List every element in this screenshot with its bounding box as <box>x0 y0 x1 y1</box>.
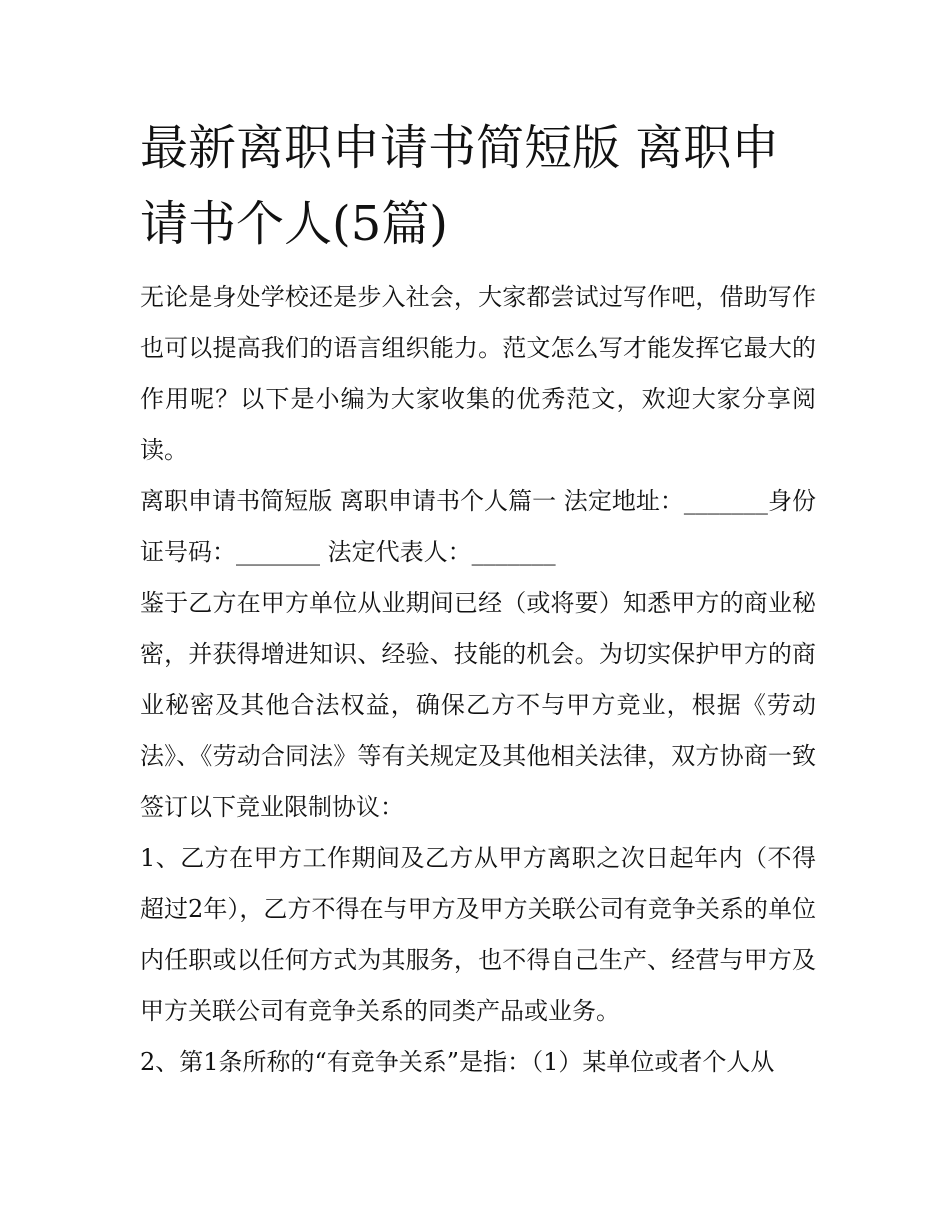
paragraph-clause-1: 1、乙方在甲方工作期间及乙方从甲方离职之次日起年内（不得超过2年），乙方不得在与甲方及甲方关联公司有竞争关系的单位内任职或以任何方式为其服务，也不得自己生产、经营与甲方及甲方关联公司有竞争关系的同类产品或业务。 <box>140 844 816 1025</box>
paragraph-intro: 无论是身处学校还是步入社会，大家都尝试过写作吧，借助写作也可以提高我们的语言组织能力。范文怎么写才能发挥它最大的作用呢？以下是小编为大家收集的优秀范文，欢迎大家分享阅读。 <box>140 283 816 464</box>
document-body <box>140 110 816 1088</box>
paragraph-clause-2: 2、第1条所称的“有竞争关系”是指：（1）某单位或者个人从 <box>140 1048 775 1076</box>
paragraph-header-fields: 离职申请书简短版 离职申请书个人篇一 法定地址：_______身份证号码：_______ 法定代表人：_______ <box>140 487 816 566</box>
document-title: 最新离职申请书简短版 离职申请书个人(5篇) <box>140 120 780 252</box>
paragraph-preamble: 鉴于乙方在甲方单位从业期间已经（或将要）知悉甲方的商业秘密，并获得增进知识、经验、技能的机会。为切实保护甲方的商业秘密及其他合法权益，确保乙方不与甲方竞业，根据《劳动法》、《劳动合同法》等有关规定及其他相关法律，双方协商一致签订以下竞业限制协议： <box>140 589 816 821</box>
